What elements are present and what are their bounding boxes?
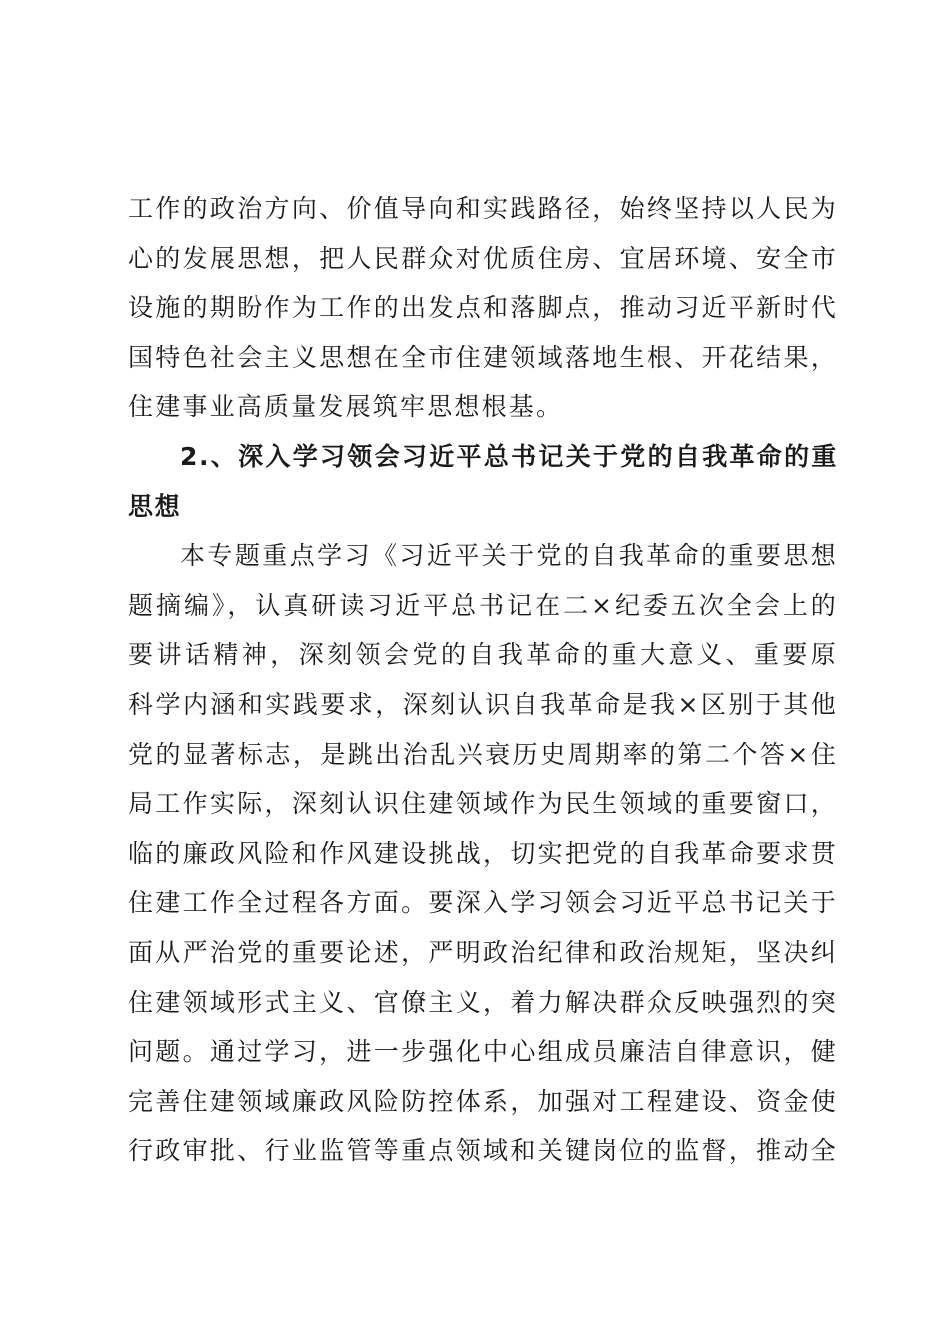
text-line: 党的显著标志，是跳出治乱兴衰历史周期率的第二个答×住 xyxy=(128,739,838,769)
text-line: 题摘编》，认真研读习近平总书记在二×纪委五次全会上的 xyxy=(128,590,838,620)
document-body xyxy=(128,184,838,1176)
text-line: 要讲话精神，深刻领会党的自我革命的重大意义、重要原 xyxy=(128,640,838,670)
text-line: 行政审批、行业监管等重点领域和关键岗位的监督，推动全 xyxy=(128,1136,838,1166)
text-line: 问题。通过学习，进一步强化中心组成员廉洁自律意识，健 xyxy=(128,1037,838,1067)
text-line: 本专题重点学习《习近平关于党的自我革命的重要思想 xyxy=(180,541,838,571)
text-line: 面从严治党的重要论述，严明政治纪律和政治规矩，坚决纠 xyxy=(128,937,838,967)
text-line: 临的廉政风险和作风建设挑战，切实把党的自我革命要求贯 xyxy=(128,838,838,868)
text-line: 完善住建领域廉政风险防控体系，加强对工程建设、资金使 xyxy=(128,1086,838,1116)
paragraph xyxy=(128,531,838,1176)
text-line: 局工作实际，深刻认识住建领域作为民生领域的重要窗口， xyxy=(128,789,838,819)
text-line: 心的发展思想，把人民群众对优质住房、宜居环境、安全市 xyxy=(128,243,838,273)
text-line: 住建工作全过程各方面。要深入学习领会习近平总书记关于 xyxy=(128,888,838,918)
heading-line: 2.、深入学习领会习近平总书记关于党的自我革命的重 xyxy=(180,441,838,471)
heading-line: 思想 xyxy=(128,491,182,521)
text-line: 工作的政治方向、价值导向和实践路径，始终坚持以人民为 xyxy=(128,194,838,223)
text-line: 科学内涵和实践要求，深刻认识自我革命是我×区别于其他 xyxy=(128,689,838,719)
paragraph-continued xyxy=(128,184,838,432)
section-heading xyxy=(128,432,838,531)
text-line: 设施的期盼作为工作的出发点和落脚点，推动习近平新时代 xyxy=(128,293,838,323)
text-line: 住建事业高质量发展筑牢思想根基。 xyxy=(128,392,564,422)
text-line: 国特色社会主义思想在全市住建领域落地生根、开花结果， xyxy=(128,342,838,372)
text-line: 住建领域形式主义、官僚主义，着力解决群众反映强烈的突 xyxy=(128,987,838,1017)
